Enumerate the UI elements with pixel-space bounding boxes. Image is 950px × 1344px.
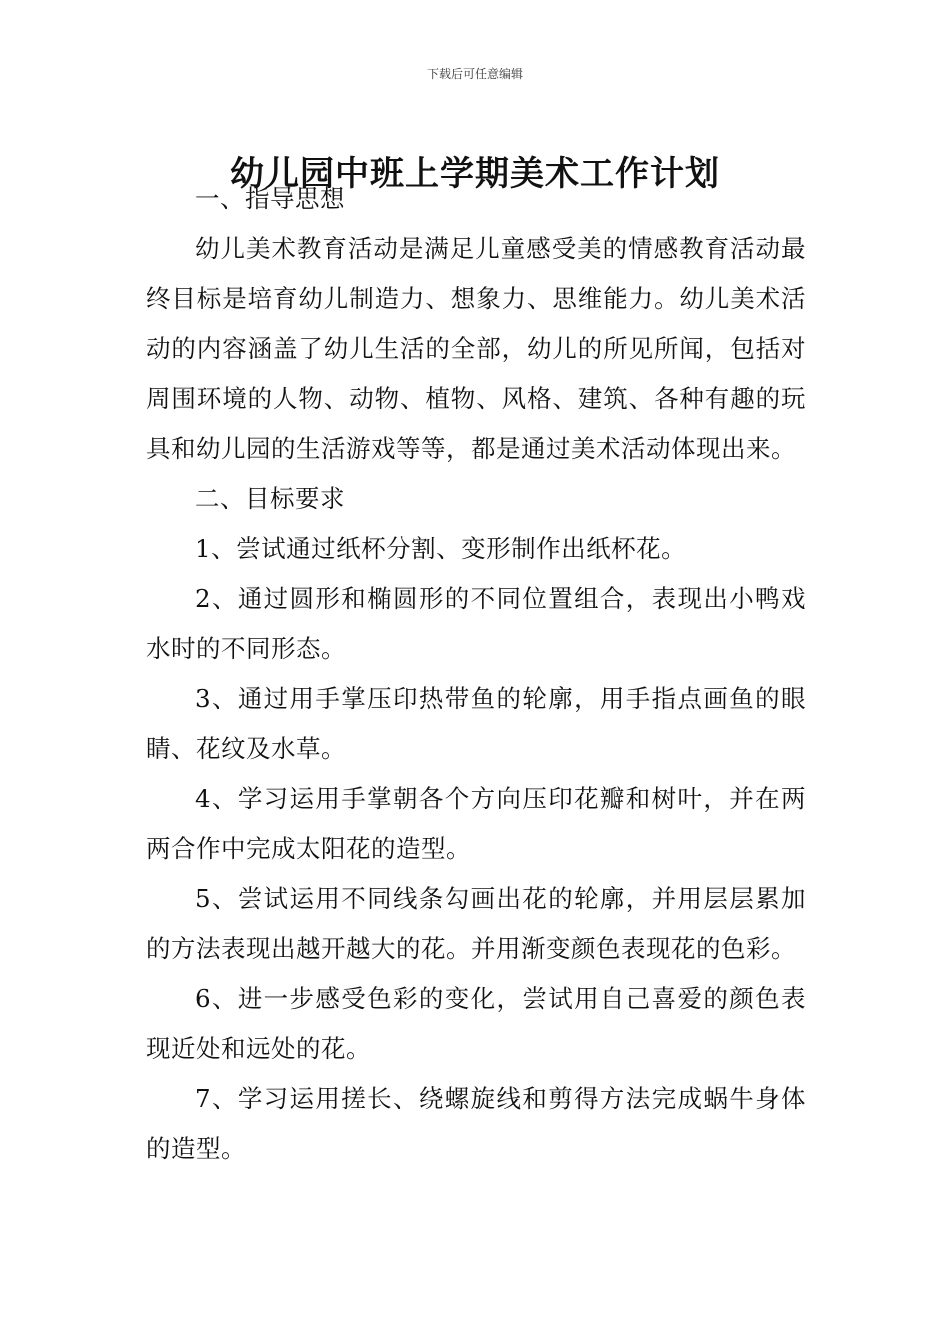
section-heading-goals: 二、目标要求 xyxy=(195,484,345,513)
goal-item-5: 5、尝试运用不同线条勾画出花的轮廓，并用层层累加的方法表现出越开越大的花。并用渐变颜色表现花的色彩。 xyxy=(146,884,806,963)
goal-item-1: 1、尝试通过纸杯分割、变形制作出纸杯花。 xyxy=(195,534,687,563)
goal-item-7: 7、学习运用搓长、绕螺旋线和剪得方法完成蜗牛身体的造型。 xyxy=(146,1084,806,1163)
document-title: 幼儿园中班上学期美术工作计划 xyxy=(230,153,720,194)
goal-item-6: 6、进一步感受色彩的变化，尝试用自己喜爱的颜色表现近处和远处的花。 xyxy=(146,984,806,1063)
goal-item-4: 4、学习运用手掌朝各个方向压印花瓣和树叶，并在两两合作中完成太阳花的造型。 xyxy=(146,784,806,863)
section-heading-guiding: 一、指导思想 xyxy=(195,184,345,213)
goal-item-2: 2、通过圆形和椭圆形的不同位置组合，表现出小鸭戏水时的不同形态。 xyxy=(146,584,806,663)
goal-item-3: 3、通过用手掌压印热带鱼的轮廓，用手指点画鱼的眼睛、花纹及水草。 xyxy=(146,684,806,763)
paragraph-guiding: 幼儿美术教育活动是满足儿童感受美的情感教育活动最终目标是培育幼儿制造力、想象力、思维能力。幼儿美术活动的内容涵盖了幼儿生活的全部，幼儿的所见所闻，包括对周围环境的人物、动物、植物、风格、建筑、各种有趣的玩具和幼儿园的生活游戏等等，都是通过美术活动体现出来。 xyxy=(146,234,806,463)
document-body xyxy=(146,174,806,1174)
header-note: 下载后可任意编辑 xyxy=(426,67,523,81)
